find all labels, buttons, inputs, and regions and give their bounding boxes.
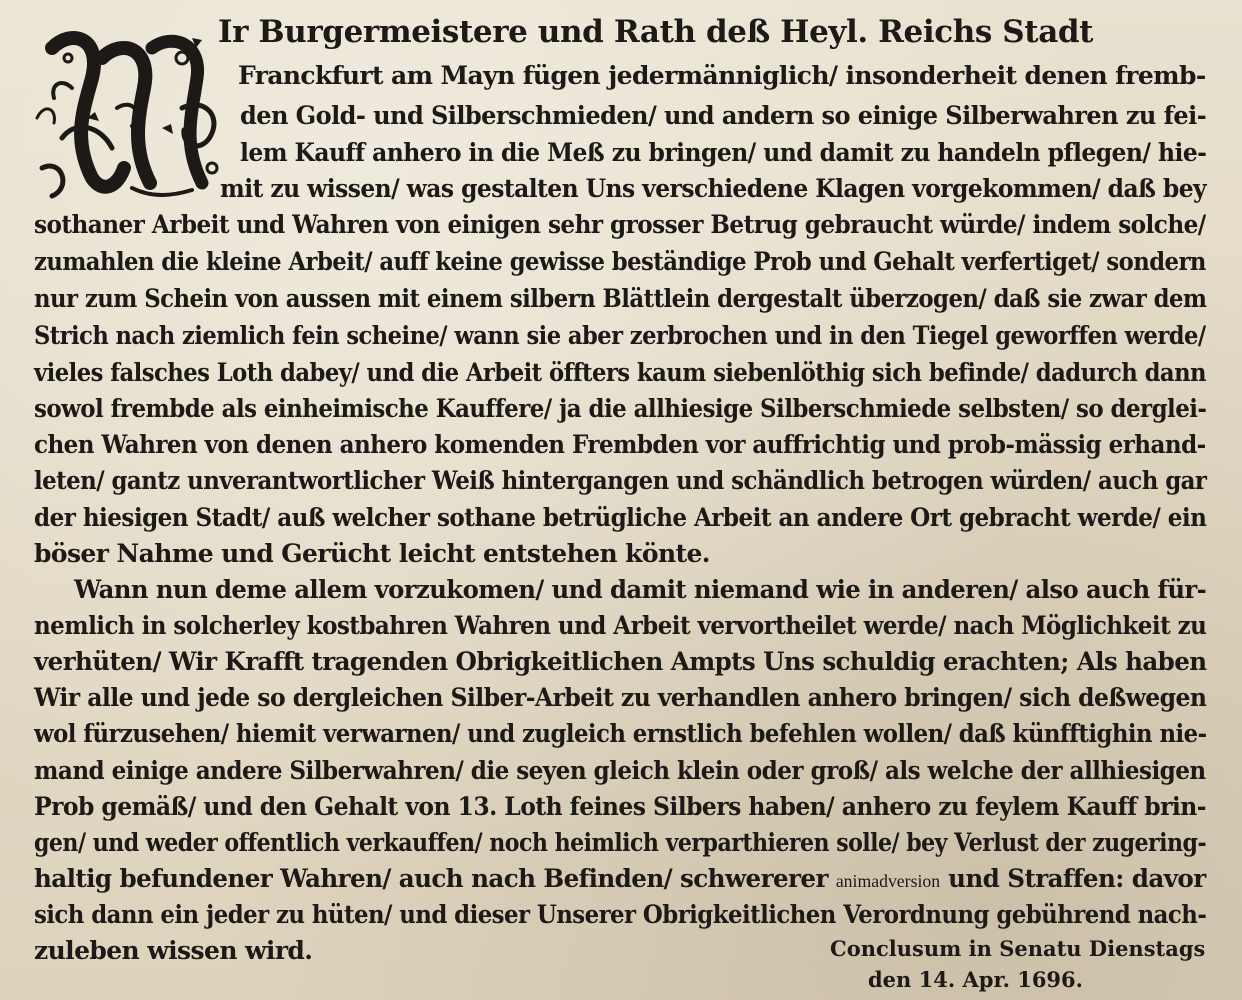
text-line-21: mand einige andere Silberwahren/ die seyen gleich klein oder groß/ als welche der allhiesigen bbox=[34, 756, 1206, 785]
text-line-25: sich dann ein jeder zu hüten/ und dieser Unserer Obrigkeitlichen Verordnung gebührend nach- bbox=[34, 900, 1207, 929]
decorated-initial-w bbox=[32, 18, 228, 204]
text-line-26: zuleben wissen wird. bbox=[34, 936, 313, 965]
text-line-5: mit zu wissen/ was gestalten Uns verschiedene Klagen vorgekommen/ daß bey bbox=[220, 174, 1207, 203]
closing-line-1: Conclusum in Senatu Dienstags bbox=[830, 936, 1206, 961]
text-line-4: lem Kauff anhero in die Meß zu bringen/ und damit zu handeln pflegen/ hie- bbox=[240, 138, 1207, 167]
text-line-8: nur zum Schein von aussen mit einem silbern Blättlein dergestalt überzogen/ daß sie zwar dem bbox=[34, 284, 1207, 313]
text-line-13: leten/ gantz unverantwortlicher Weiß hintergangen und schändlich betrogen würden/ auch gar bbox=[34, 466, 1207, 495]
text-line-15: böser Nahme und Gerücht leicht entstehen könte. bbox=[34, 539, 710, 568]
text-line-24-head: haltig befundener Wahren/ auch nach Befinden/ schwererer bbox=[34, 864, 828, 893]
text-line-12: chen Wahren von denen anhero komenden Frembden vor auffrichtig und prob-mässig erhand- bbox=[34, 430, 1206, 459]
text-line-17: nemlich in solcherley kostbahren Wahren und Arbeit vervortheilet werde/ nach Möglichkeit zu bbox=[34, 611, 1207, 640]
text-line-22: Prob gemäß/ und den Gehalt von 13. Loth feines Silbers haben/ anhero zu feylem Kauff brin- bbox=[34, 792, 1206, 821]
text-line-20: wol fürzusehen/ hiemit verwarnen/ und zugleich ernstlich befehlen wollen/ daß künfftighin nie- bbox=[34, 719, 1207, 748]
text-line-24-tail: und Straffen: davor bbox=[948, 864, 1206, 893]
latin-term: animadversion bbox=[835, 871, 941, 891]
text-line-1: Ir Burgermeistere und Rath deß Heyl. Reichs Stadt bbox=[218, 14, 1094, 50]
text-line-2: Franckfurt am Mayn fügen jedermänniglich/ insonderheit denen fremb- bbox=[238, 61, 1206, 90]
text-line-10: vieles falsches Loth dabey/ und die Arbeit öffters kaum siebenlöthig sich befinde/ dadurch dann bbox=[34, 358, 1207, 387]
text-line-24 bbox=[34, 863, 1206, 897]
text-line-3: den Gold- und Silberschmieden/ und andern so einige Silberwahren zu fei- bbox=[240, 101, 1207, 130]
text-line-7: zumahlen die kleine Arbeit/ auff keine gewisse beständige Prob und Gehalt verfertiget/ sondern bbox=[34, 247, 1206, 276]
text-line-6: sothaner Arbeit und Wahren von einigen sehr grosser Betrug gebraucht würde/ indem solche/ bbox=[34, 210, 1206, 239]
text-line-9: Strich nach ziemlich fein scheine/ wann sie aber zerbrochen und in den Tiegel geworffen werde/ bbox=[34, 321, 1206, 350]
closing-line-2: den 14. Apr. 1696. bbox=[868, 967, 1083, 992]
text-line-16: Wann nun deme allem vorzukomen/ und damit niemand wie in anderen/ also auch für- bbox=[74, 575, 1207, 604]
text-line-18: verhüten/ Wir Krafft tragenden Obrigkeitlichen Ampts Uns schuldig erachten; Als haben bbox=[34, 647, 1207, 676]
text-line-23: gen/ und weder offentlich verkauffen/ noch heimlich verparthieren solle/ bey Verlust der zugering- bbox=[34, 828, 1207, 857]
text-line-14: der hiesigen Stadt/ auß welcher sothane betrügliche Arbeit an andere Ort gebracht werde/ ein bbox=[34, 503, 1207, 532]
ornamental-initial-icon bbox=[32, 18, 228, 204]
text-line-11: sowol frembde als einheimische Kauffere/ ja die allhiesige Silberschmiede selbsten/ so derglei- bbox=[34, 394, 1207, 423]
text-line-19: Wir alle und jede so dergleichen Silber-Arbeit zu verhandlen anhero bringen/ sich deßwegen bbox=[34, 683, 1207, 712]
